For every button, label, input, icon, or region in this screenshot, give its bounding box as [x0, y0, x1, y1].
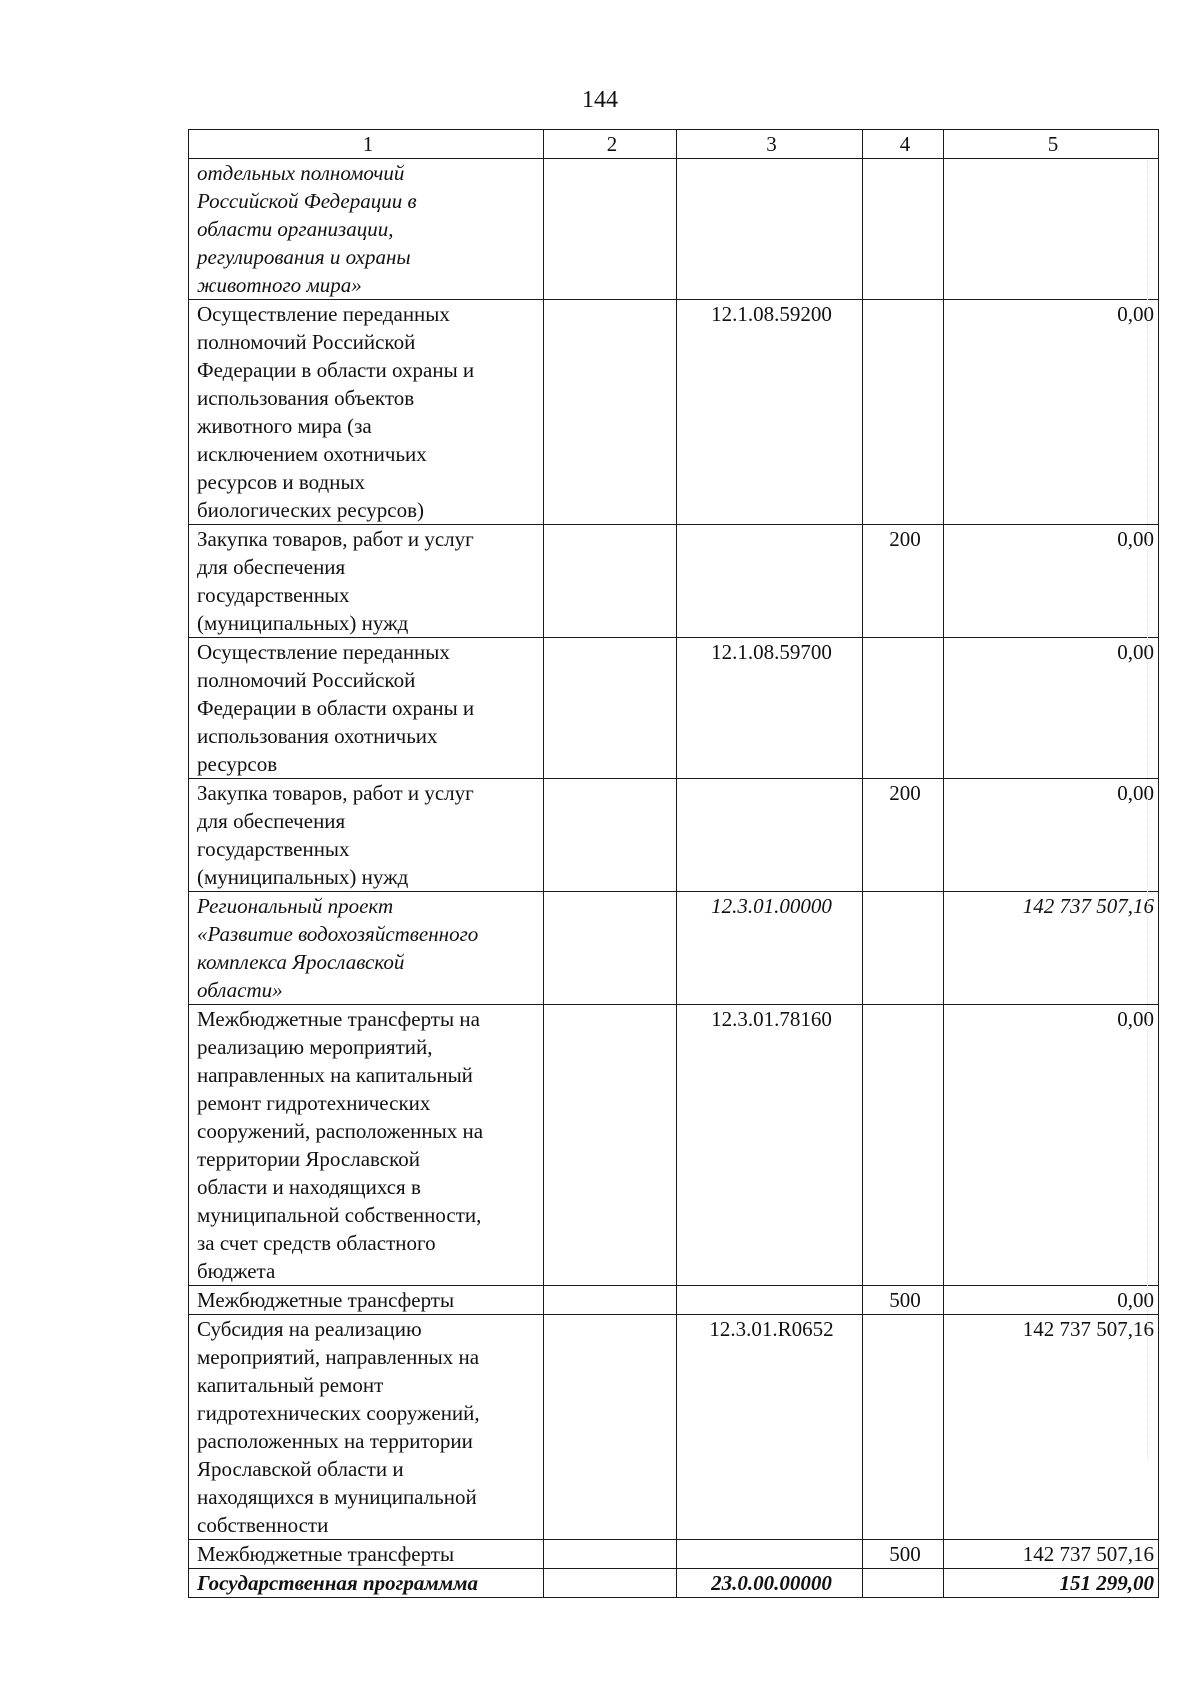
- col2-cell: [544, 779, 677, 892]
- amount-cell: 0,00: [944, 525, 1159, 638]
- amount-cell: 0,00: [944, 638, 1159, 779]
- type-cell: [863, 1569, 944, 1598]
- table-row: [189, 1540, 1159, 1569]
- table-row: [189, 892, 1159, 1005]
- table-row: [189, 525, 1159, 638]
- name-cell: Межбюджетные трансферты: [189, 1540, 544, 1569]
- amount-cell: 0,00: [944, 1005, 1159, 1286]
- code-cell: [677, 1286, 863, 1315]
- code-cell: 23.0.00.00000: [677, 1569, 863, 1598]
- type-cell: 500: [863, 1540, 944, 1569]
- col2-cell: [544, 638, 677, 779]
- table-row: [189, 1286, 1159, 1315]
- code-cell: 12.3.01.R0652: [677, 1315, 863, 1540]
- amount-cell: 142 737 507,16: [944, 1315, 1159, 1540]
- type-cell: [863, 892, 944, 1005]
- name-cell: Закупка товаров, работ и услуг для обеспечения государственных (муниципальных) нужд: [189, 525, 544, 638]
- header-col-2: 2: [544, 130, 677, 159]
- type-cell: [863, 300, 944, 525]
- col2-cell: [544, 892, 677, 1005]
- type-cell: [863, 638, 944, 779]
- col2-cell: [544, 1286, 677, 1315]
- header-col-5: 5: [944, 130, 1159, 159]
- table-body: [189, 159, 1159, 1598]
- name-cell: Субсидия на реализацию мероприятий, направленных на капитальный ремонт гидротехнических сооружений, расположенных на территории Ярославской области и находящихся в муниципальной собственности: [189, 1315, 544, 1540]
- col2-cell: [544, 1005, 677, 1286]
- amount-cell: [944, 159, 1159, 300]
- name-cell: Осуществление переданных полномочий Российской Федерации в области охраны и использования охотничьих ресурсов: [189, 638, 544, 779]
- col2-cell: [544, 1540, 677, 1569]
- type-cell: 500: [863, 1286, 944, 1315]
- name-cell: Государственная программма: [189, 1569, 544, 1598]
- code-cell: 12.3.01.78160: [677, 1005, 863, 1286]
- code-cell: [677, 525, 863, 638]
- table-row: [189, 638, 1159, 779]
- table-row: [189, 779, 1159, 892]
- budget-table: [188, 129, 1159, 1598]
- col2-cell: [544, 300, 677, 525]
- table-row: [189, 1005, 1159, 1286]
- type-cell: [863, 1005, 944, 1286]
- col2-cell: [544, 1315, 677, 1540]
- name-cell: отдельных полномочий Российской Федерации в области организации, регулирования и охраны животного мира»: [189, 159, 544, 300]
- table-row: [189, 159, 1159, 300]
- header-col-3: 3: [677, 130, 863, 159]
- header-col-4: 4: [863, 130, 944, 159]
- name-cell: Закупка товаров, работ и услуг для обеспечения государственных (муниципальных) нужд: [189, 779, 544, 892]
- type-cell: 200: [863, 779, 944, 892]
- table-row: [189, 300, 1159, 525]
- code-cell: [677, 779, 863, 892]
- code-cell: [677, 1540, 863, 1569]
- name-cell: Межбюджетные трансферты на реализацию мероприятий, направленных на капитальный ремонт гидротехнических сооружений, расположенных на территории Ярославской области и находящихся в муниципальной собственности, за счет средств областного бюджета: [189, 1005, 544, 1286]
- code-cell: 12.1.08.59200: [677, 300, 863, 525]
- amount-cell: 0,00: [944, 779, 1159, 892]
- name-cell: Региональный проект «Развитие водохозяйственного комплекса Ярославской области»: [189, 892, 544, 1005]
- col2-cell: [544, 159, 677, 300]
- name-cell: Осуществление переданных полномочий Российской Федерации в области охраны и использования объектов животного мира (за исключением охотничьих ресурсов и водных биологических ресурсов): [189, 300, 544, 525]
- col2-cell: [544, 1569, 677, 1598]
- code-cell: [677, 159, 863, 300]
- amount-cell: 0,00: [944, 1286, 1159, 1315]
- type-cell: [863, 159, 944, 300]
- amount-cell: 142 737 507,16: [944, 892, 1159, 1005]
- type-cell: 200: [863, 525, 944, 638]
- amount-cell: 151 299,00: [944, 1569, 1159, 1598]
- type-cell: [863, 1315, 944, 1540]
- amount-cell: 0,00: [944, 300, 1159, 525]
- table-row: [189, 1315, 1159, 1540]
- code-cell: 12.1.08.59700: [677, 638, 863, 779]
- amount-cell: 142 737 507,16: [944, 1540, 1159, 1569]
- table-header-row: [189, 130, 1159, 159]
- table-row: [189, 1569, 1159, 1598]
- scan-margin-artifact: [1146, 160, 1148, 1460]
- name-cell: Межбюджетные трансферты: [189, 1286, 544, 1315]
- page-number: 144: [582, 87, 618, 113]
- code-cell: 12.3.01.00000: [677, 892, 863, 1005]
- header-col-1: 1: [189, 130, 544, 159]
- col2-cell: [544, 525, 677, 638]
